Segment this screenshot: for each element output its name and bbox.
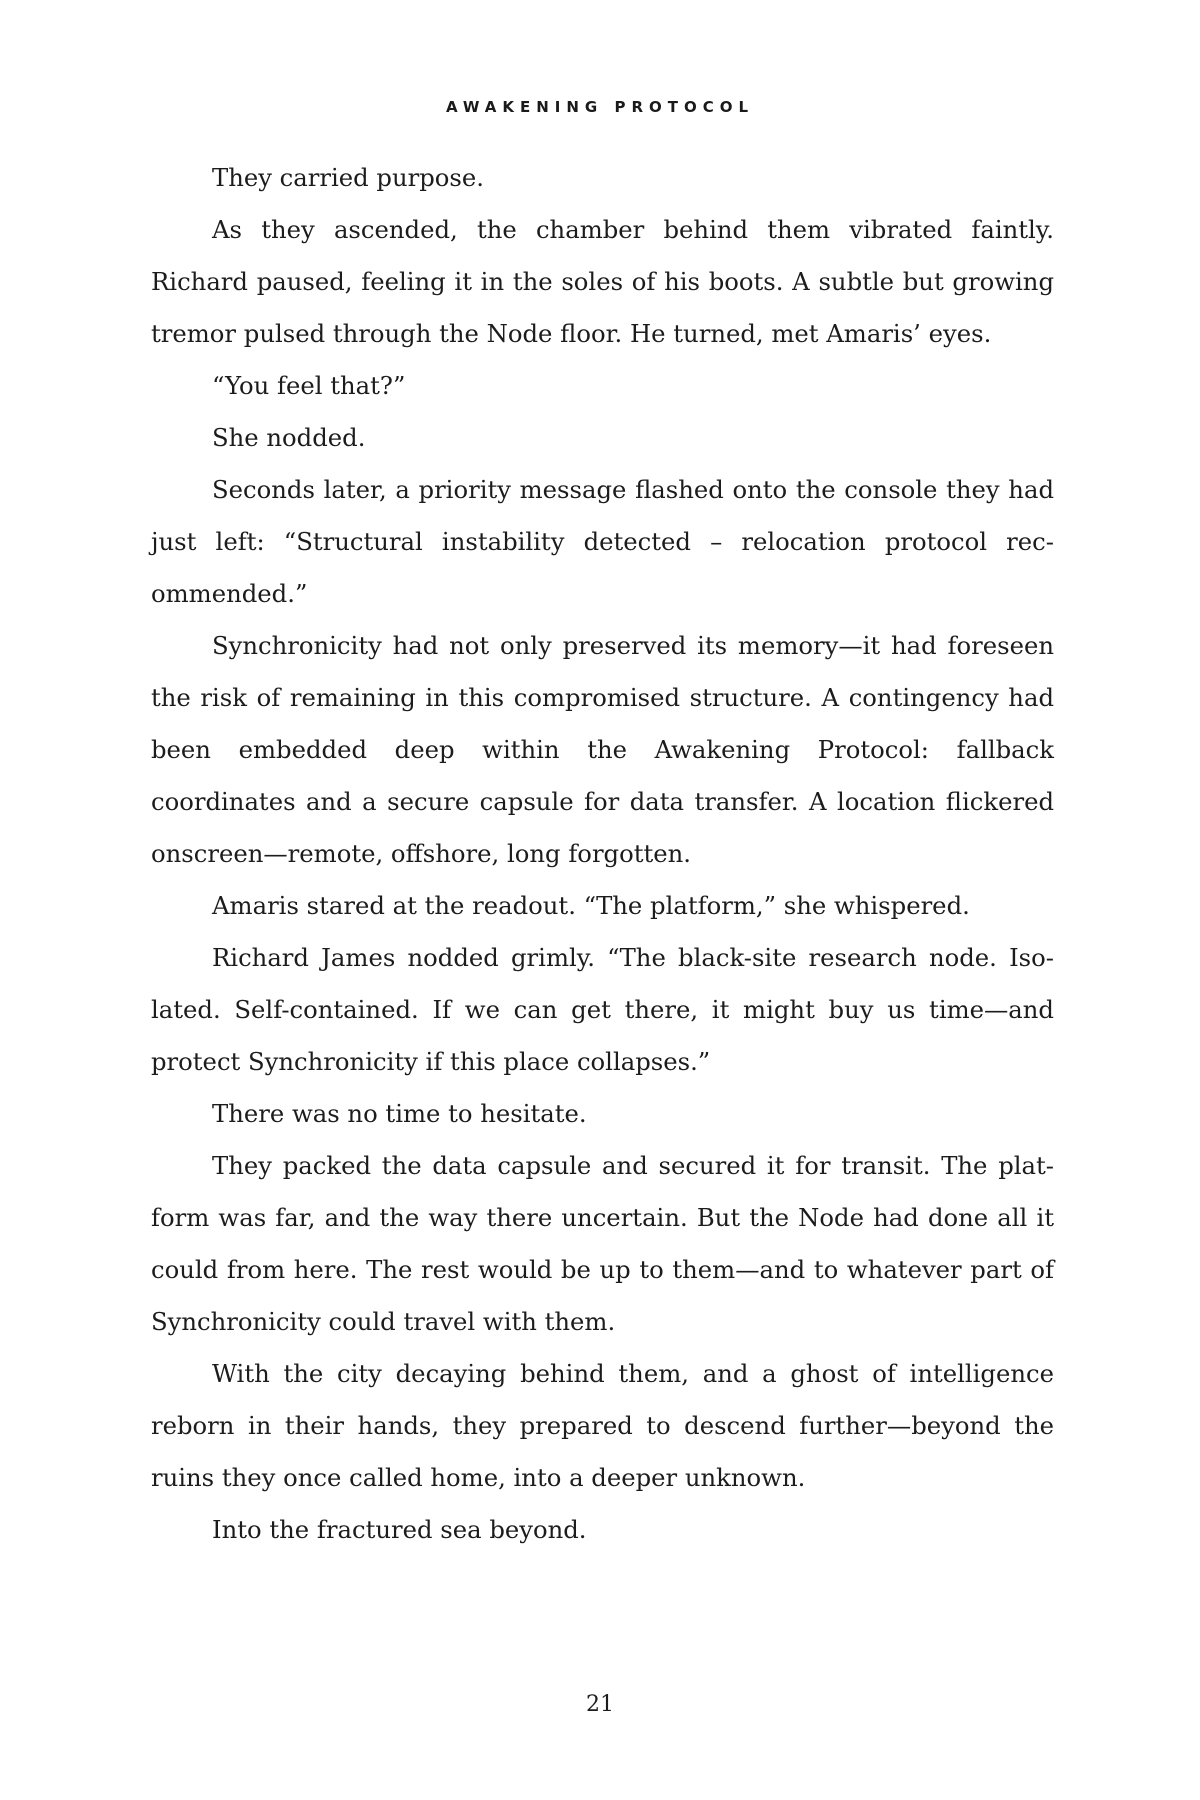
running-header: AWAKENING PROTOCOL [445, 98, 755, 116]
body-text [151, 152, 1054, 1556]
paragraph: They packed the data capsule and secured it for transit. The platform was far, and the way there uncertain. But the Node had done all it could from here. The rest would be up to them—and to whatever part of Synchronicity could travel with them. [151, 1151, 1054, 1336]
paragraph: With the city decaying behind them, and a ghost of intelligence reborn in their hands, they prepared to descend further—beyond the ruins they once called home, into a deeper unknown. [151, 1359, 1054, 1492]
paragraph: As they ascended, the chamber behind them vibrated faintly. Richard paused, feeling it in the soles of his boots. A subtle but growing tremor pulsed through the Node floor. He turned, met Amaris’ eyes. [151, 215, 1054, 348]
paragraph: Synchronicity had not only preserved its memory—it had foreseen the risk of remaining in this compromised structure. A contingency had been embedded deep within the Awakening Protocol: fallback coordinates and a secure capsule for data transfer. A location flickered onscreen—remote, offshore, long forgotten. [151, 631, 1054, 868]
paragraph: They carried purpose. [212, 163, 484, 192]
paragraph: Amaris stared at the readout. “The platform,” she whispered. [212, 891, 970, 920]
paragraph: Seconds later, a priority message flashed onto the console they had just left: “Structural instability detected – relocation protocol recommended.” [151, 475, 1054, 608]
paragraph: There was no time to hesitate. [212, 1099, 587, 1128]
paragraph: Richard James nodded grimly. “The black-site research node. Isolated. Self-contained. If we can get there, it might buy us time—and protect Synchronicity if this place collapses.” [151, 943, 1054, 1076]
paragraph: She nodded. [212, 423, 366, 452]
paragraph: Into the fractured sea beyond. [212, 1515, 587, 1544]
page-number: 21 [586, 1692, 614, 1717]
paragraph: “You feel that?” [212, 371, 406, 400]
